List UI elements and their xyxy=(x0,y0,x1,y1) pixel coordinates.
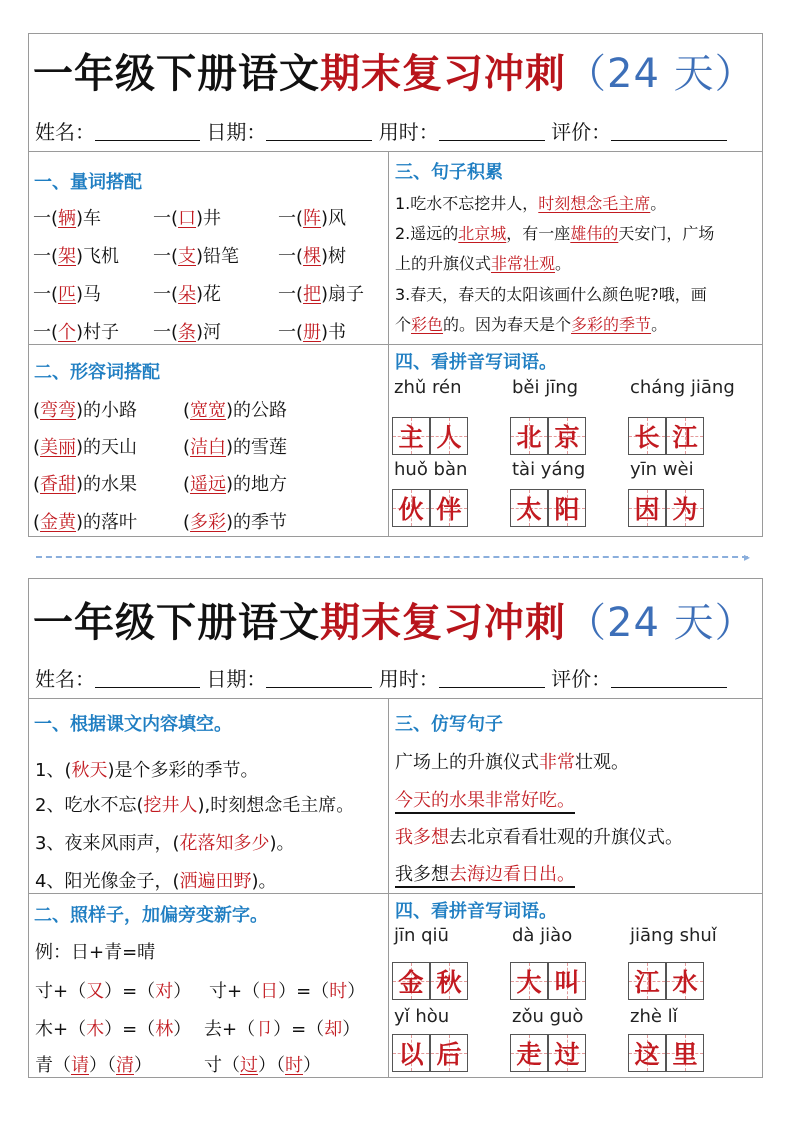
item-answer: 阵 xyxy=(303,208,322,229)
sentence-line: 上的升旗仪式非常壮观。 xyxy=(395,254,572,273)
item-text: )的雪莲 xyxy=(226,437,288,458)
adjective-item xyxy=(183,508,287,534)
section-heading: 四、看拼音写词语。 xyxy=(395,901,557,922)
tianzige-box[interactable] xyxy=(430,1034,468,1072)
section-heading: 二、照样子，加偏旁变新字。 xyxy=(34,905,268,926)
written-character: 太 xyxy=(516,495,542,524)
tianzige-pair xyxy=(392,962,468,1000)
pinyin-label: jiāng shuǐ xyxy=(630,925,717,946)
section-heading: 三、仿写句子 xyxy=(395,714,503,735)
pinyin-label: yǐ hòu xyxy=(394,1006,450,1027)
item-answer: 条 xyxy=(178,322,197,343)
item-text: )井 xyxy=(196,208,222,229)
written-character: 里 xyxy=(672,1040,698,1069)
measure-word-item xyxy=(153,280,221,306)
tianzige-pair xyxy=(510,489,586,527)
item-text: )的季节 xyxy=(226,512,288,533)
adjective-item xyxy=(33,470,137,496)
item-text: )的水果 xyxy=(76,474,138,495)
item-answer: 棵 xyxy=(303,246,322,267)
item-text: )飞机 xyxy=(76,246,120,267)
item-text: )铅笔 xyxy=(196,246,240,267)
item-text: ( xyxy=(33,400,41,421)
item-answer: 多彩 xyxy=(190,512,227,533)
item-text: )村子 xyxy=(76,322,120,343)
item-text: 一( xyxy=(33,208,59,229)
divider xyxy=(29,698,762,699)
tianzige-pair xyxy=(628,417,704,455)
fill-blank-line: 1、(秋天)是个多彩的季节。 xyxy=(35,760,259,781)
written-character: 叫 xyxy=(554,968,580,997)
section-heading: 二、形容词搭配 xyxy=(34,362,160,383)
tianzige-box[interactable] xyxy=(392,417,430,455)
evaluation-blank[interactable] xyxy=(611,122,727,141)
written-character: 长 xyxy=(634,423,660,452)
section-heading: 一、量词搭配 xyxy=(34,172,142,193)
item-text: 一( xyxy=(278,208,304,229)
divider xyxy=(29,344,762,345)
dashed-separator xyxy=(36,556,748,558)
tianzige-box[interactable] xyxy=(628,1034,666,1072)
worksheet-title: 一年级下册语文期末复习冲刺（24 天） xyxy=(33,51,756,97)
date-blank[interactable] xyxy=(266,669,372,688)
adjective-item xyxy=(183,396,287,422)
item-text: ( xyxy=(183,512,191,533)
radical-row: 寸+（又）=（对） xyxy=(35,981,192,1002)
tianzige-box[interactable] xyxy=(628,417,666,455)
adjective-item xyxy=(33,396,137,422)
tianzige-box[interactable] xyxy=(430,489,468,527)
written-character: 金 xyxy=(398,968,424,997)
written-character: 京 xyxy=(554,423,580,452)
section-heading: 三、句子积累 xyxy=(395,162,503,183)
item-answer: 辆 xyxy=(58,208,77,229)
item-text: )的小路 xyxy=(76,400,138,421)
written-sentence: 今天的水果非常好吃。 xyxy=(395,786,575,812)
time-blank[interactable] xyxy=(439,669,545,688)
pinyin-label: huǒ bàn xyxy=(394,459,468,480)
worksheet-title: 一年级下册语文期末复习冲刺（24 天） xyxy=(33,600,756,646)
model-sentence: 我多想去北京看看壮观的升旗仪式。 xyxy=(395,827,683,848)
measure-word-item xyxy=(278,242,346,268)
item-answer: 朵 xyxy=(178,284,197,305)
item-text: 一( xyxy=(153,208,179,229)
measure-word-item xyxy=(153,242,239,268)
pinyin-label: yīn wèi xyxy=(630,459,694,480)
pinyin-label: jīn qiū xyxy=(394,925,449,946)
pinyin-label: běi jīng xyxy=(512,377,579,398)
measure-word-item xyxy=(278,280,364,306)
example-line: 例：日+青=晴 xyxy=(35,942,156,963)
adjective-item xyxy=(183,470,287,496)
tianzige-box[interactable] xyxy=(666,962,704,1000)
tianzige-pair xyxy=(510,962,586,1000)
tianzige-box[interactable] xyxy=(392,962,430,1000)
sentence-line: 个彩色的。因为春天是个多彩的季节。 xyxy=(395,315,668,334)
tianzige-box[interactable] xyxy=(510,489,548,527)
written-character: 北 xyxy=(516,423,542,452)
tianzige-pair xyxy=(392,1034,468,1072)
tianzige-pair xyxy=(510,1034,586,1072)
item-text: 一( xyxy=(153,322,179,343)
written-character: 走 xyxy=(516,1040,542,1069)
item-answer: 宽宽 xyxy=(190,400,227,421)
item-answer: 匹 xyxy=(58,284,77,305)
name-blank[interactable] xyxy=(95,122,200,141)
item-text: ( xyxy=(33,474,41,495)
written-sentence: 我多想去海边看日出。 xyxy=(395,860,575,886)
tianzige-box[interactable] xyxy=(392,1034,430,1072)
item-text: 一( xyxy=(33,322,59,343)
tianzige-box[interactable] xyxy=(628,962,666,1000)
item-text: 一( xyxy=(278,322,304,343)
written-character: 秋 xyxy=(436,968,462,997)
student-info-row: 姓名： 日期： 用时： 评价： xyxy=(35,663,727,692)
written-character: 人 xyxy=(436,423,462,452)
divider xyxy=(29,893,762,894)
divider xyxy=(388,151,389,537)
tianzige-box[interactable] xyxy=(510,417,548,455)
item-text: )树 xyxy=(321,246,347,267)
item-text: )的地方 xyxy=(226,474,288,495)
item-answer: 个 xyxy=(58,322,77,343)
worksheet-day-24-b xyxy=(28,578,763,1078)
written-character: 江 xyxy=(672,423,698,452)
written-character: 这 xyxy=(634,1040,660,1069)
written-character: 后 xyxy=(436,1040,462,1069)
tianzige-pair xyxy=(628,489,704,527)
name-blank[interactable] xyxy=(95,669,200,688)
tianzige-box[interactable] xyxy=(666,489,704,527)
tianzige-box[interactable] xyxy=(430,417,468,455)
radical-row: 木+（木）=（林） xyxy=(35,1019,192,1040)
item-text: 一( xyxy=(153,246,179,267)
item-answer: 香甜 xyxy=(40,474,77,495)
pinyin-label: zhè lǐ xyxy=(630,1006,678,1027)
measure-word-item xyxy=(33,242,119,268)
written-character: 主 xyxy=(398,423,424,452)
tianzige-pair xyxy=(628,1034,704,1072)
item-text: )花 xyxy=(196,284,222,305)
measure-word-item xyxy=(153,204,221,230)
section-heading: 四、看拼音写词语。 xyxy=(395,352,557,373)
item-text: 一( xyxy=(153,284,179,305)
tianzige-box[interactable] xyxy=(510,1034,548,1072)
item-answer: 金黄 xyxy=(40,512,77,533)
divider xyxy=(29,151,762,152)
tianzige-box[interactable] xyxy=(548,962,586,1000)
item-text: )扇子 xyxy=(321,284,365,305)
item-text: ( xyxy=(33,512,41,533)
pinyin-label: zhǔ rén xyxy=(394,377,462,398)
measure-word-item xyxy=(278,204,346,230)
arrow-right-icon: ▸ xyxy=(744,550,751,564)
item-text: 一( xyxy=(278,284,304,305)
item-text: )马 xyxy=(76,284,102,305)
radical-row: 青（请）（清） xyxy=(35,1055,152,1076)
item-text: )车 xyxy=(76,208,102,229)
item-text: 一( xyxy=(33,246,59,267)
sentence-line: 2.遥远的北京城，有一座雄伟的天安门，广场 xyxy=(395,224,715,243)
sentence-line: 1.吃水不忘挖井人，时刻想念毛主席。 xyxy=(395,194,667,213)
measure-word-item xyxy=(153,318,221,344)
item-text: ( xyxy=(183,474,191,495)
evaluation-blank[interactable] xyxy=(611,669,727,688)
fill-blank-line: 2、吃水不忘(挖井人),时刻想念毛主席。 xyxy=(35,795,355,816)
item-answer: 洁白 xyxy=(190,437,227,458)
fill-blank-line: 4、阳光像金子，(洒遍田野)。 xyxy=(35,871,277,892)
radical-row: 寸（过）（时） xyxy=(204,1055,321,1076)
item-text: ( xyxy=(33,437,41,458)
measure-word-item xyxy=(33,204,101,230)
written-character: 以 xyxy=(398,1040,424,1069)
model-sentence: 广场上的升旗仪式非常壮观。 xyxy=(395,752,629,773)
item-text: )的天山 xyxy=(76,437,138,458)
item-text: ( xyxy=(183,437,191,458)
written-character: 伴 xyxy=(436,495,462,524)
item-answer: 弯弯 xyxy=(40,400,77,421)
measure-word-item xyxy=(278,318,346,344)
tianzige-box[interactable] xyxy=(392,489,430,527)
radical-row: 寸+（日）=（时） xyxy=(209,981,366,1002)
tianzige-box[interactable] xyxy=(666,1034,704,1072)
item-text: 一( xyxy=(33,284,59,305)
item-answer: 口 xyxy=(178,208,197,229)
item-answer: 把 xyxy=(303,284,322,305)
written-character: 伙 xyxy=(398,495,424,524)
adjective-item xyxy=(183,433,287,459)
tianzige-box[interactable] xyxy=(510,962,548,1000)
tianzige-pair xyxy=(628,962,704,1000)
tianzige-pair xyxy=(510,417,586,455)
item-text: )河 xyxy=(196,322,222,343)
tianzige-pair xyxy=(392,417,468,455)
written-character: 水 xyxy=(672,968,698,997)
item-text: )的公路 xyxy=(226,400,288,421)
adjective-item xyxy=(33,508,137,534)
item-text: )书 xyxy=(321,322,347,343)
section-heading: 一、根据课文内容填空。 xyxy=(34,714,232,735)
item-answer: 架 xyxy=(58,246,77,267)
pinyin-label: dà jiào xyxy=(512,925,573,946)
time-blank[interactable] xyxy=(439,122,545,141)
written-character: 为 xyxy=(672,495,698,524)
tianzige-box[interactable] xyxy=(548,1034,586,1072)
pinyin-label: cháng jiāng xyxy=(630,377,735,398)
item-answer: 册 xyxy=(303,322,322,343)
pinyin-label: zǒu guò xyxy=(512,1006,584,1027)
tianzige-pair xyxy=(392,489,468,527)
measure-word-item xyxy=(33,280,101,306)
written-character: 因 xyxy=(634,495,660,524)
item-text: )风 xyxy=(321,208,347,229)
item-answer: 美丽 xyxy=(40,437,77,458)
item-text: )的落叶 xyxy=(76,512,138,533)
student-info-row: 姓名： 日期： 用时： 评价： xyxy=(35,116,727,145)
date-blank[interactable] xyxy=(266,122,372,141)
tianzige-box[interactable] xyxy=(628,489,666,527)
written-character: 过 xyxy=(554,1040,580,1069)
item-answer: 支 xyxy=(178,246,197,267)
item-answer: 遥远 xyxy=(190,474,227,495)
adjective-item xyxy=(33,433,137,459)
item-text: ( xyxy=(183,400,191,421)
sentence-line: 3.春天，春天的太阳该画什么颜色呢?哦，画 xyxy=(395,285,707,304)
item-text: 一( xyxy=(278,246,304,267)
fill-blank-line: 3、夜来风雨声，(花落知多少)。 xyxy=(35,833,295,854)
written-character: 阳 xyxy=(554,495,580,524)
divider xyxy=(388,698,389,1078)
tianzige-box[interactable] xyxy=(666,417,704,455)
worksheet-day-24-a xyxy=(28,33,763,537)
measure-word-item xyxy=(33,318,119,344)
written-character: 江 xyxy=(634,968,660,997)
radical-row: 去+（卩）=（却） xyxy=(204,1019,361,1040)
written-character: 大 xyxy=(516,968,542,997)
tianzige-box[interactable] xyxy=(548,417,586,455)
tianzige-box[interactable] xyxy=(548,489,586,527)
pinyin-label: tài yáng xyxy=(512,459,586,480)
tianzige-box[interactable] xyxy=(430,962,468,1000)
